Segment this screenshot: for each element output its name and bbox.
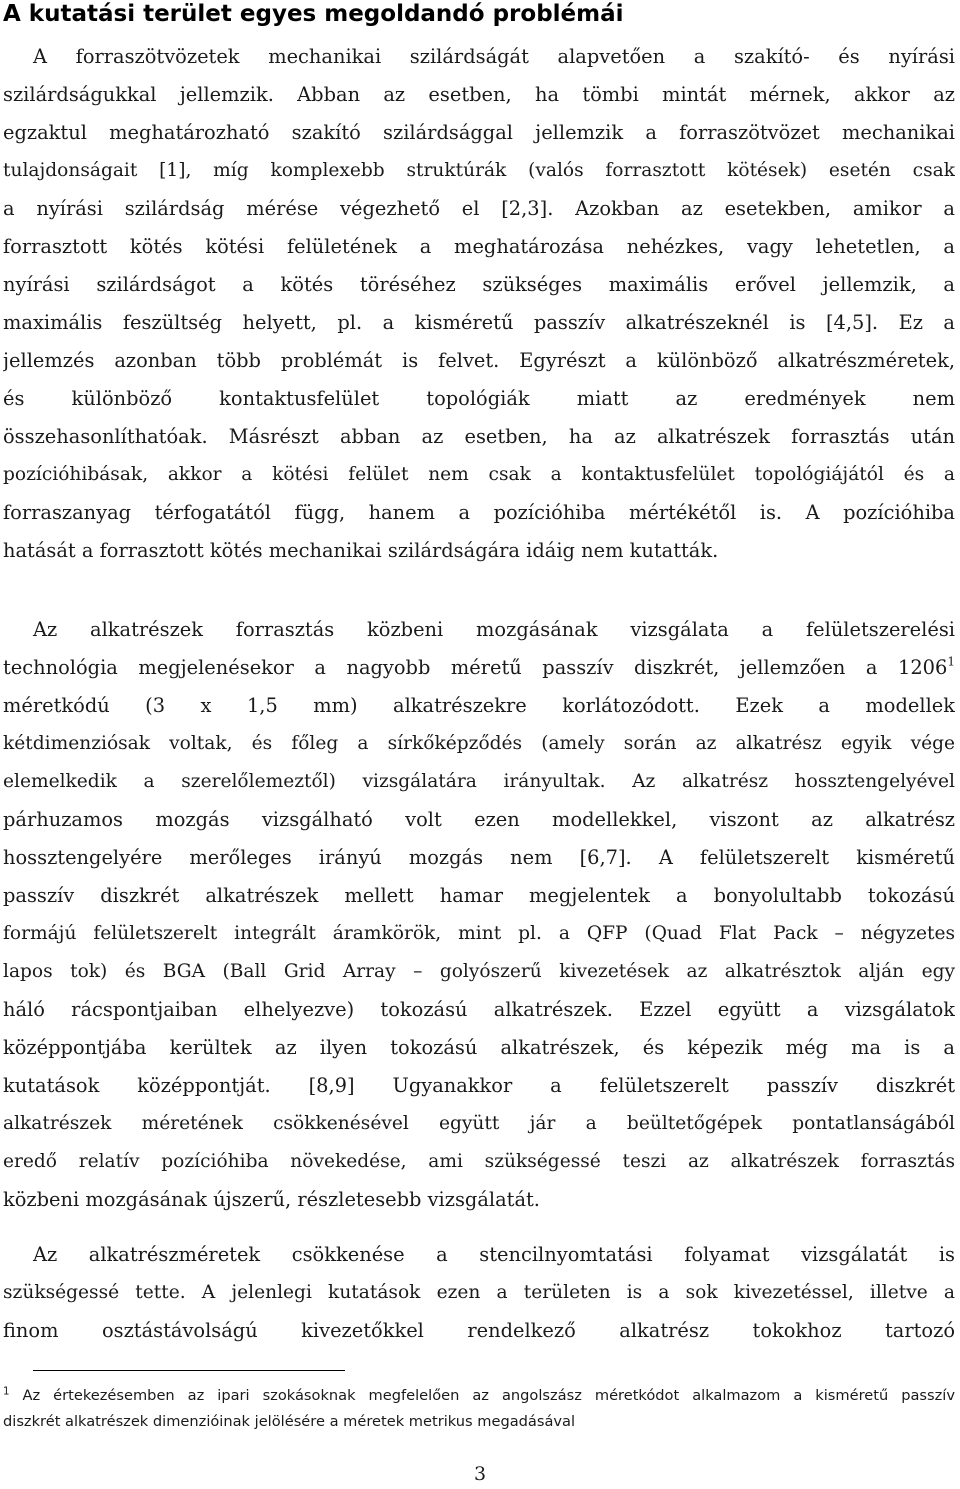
text-line: eredő relatív pozícióhiba növekedése, ami szükségessé teszi az alkatrészek forrasztás: [3, 1151, 955, 1172]
text-line: A forraszötvözetek mechanikai szilárdságát alapvetően a szakító- és nyírási: [33, 45, 955, 68]
text-line: maximális feszültség helyett, pl. a kisméretű passzív alkatrészeknél is [4,5]. Ez a: [3, 311, 955, 334]
footnote: [3, 1383, 955, 1435]
text-line: Az alkatrészméretek csökkenése a stencilnyomtatási folyamat vizsgálatát is: [33, 1243, 955, 1266]
paragraph-2: [3, 611, 955, 1219]
text-line: méretkódú (3 x 1,5 mm) alkatrészekre korlátozódott. Ezek a modellek: [3, 694, 955, 717]
footnote-reference: 1: [947, 654, 955, 669]
text-line: jellemzés azonban több problémát is felvet. Egyrészt a különböző alkatrészméretek,: [3, 349, 955, 372]
text-line: közbeni mozgásának újszerű, részletesebb vizsgálatát.: [3, 1188, 540, 1211]
footnote-text: Az értekezésemben az ipari szokásoknak megfelelően az angolszász méretkódot alkalmazom a kisméretű passzív: [22, 1387, 955, 1404]
section-heading: A kutatási terület egyes megoldandó problémái: [3, 1, 624, 27]
text-line: finom osztástávolságú kivezetőkkel rendelkező alkatrész tokokhoz tartozó: [3, 1319, 955, 1342]
text-line: hatását a forrasztott kötés mechanikai szilárdságára idáig nem kutatták.: [3, 539, 719, 562]
text-line: szükségessé tette. A jelenlegi kutatások ezen a területen is a sok kivezetéssel, illetve a: [3, 1282, 955, 1303]
text-line: egzaktul meghatározható szakító szilárdsággal jellemzik a forraszötvözet mechanikai: [3, 121, 955, 144]
text-line: párhuzamos mozgás vizsgálható volt ezen modellekkel, viszont az alkatrész: [3, 808, 955, 831]
paragraph-1: [3, 38, 955, 570]
text-line: forraszanyag térfogatától függ, hanem a pozícióhiba mértékétől is. A pozícióhiba: [3, 501, 955, 524]
text-line-content: technológia megjelenésekor a nagyobb méretű passzív diszkrét, jellemzően a 1206: [3, 656, 948, 679]
text-line: szilárdságukkal jellemzik. Abban az esetben, ha tömbi mintát mérnek, akkor az: [3, 83, 955, 106]
text-line: tulajdonságait [1], míg komplexebb struktúrák (valós forrasztott kötések) esetén csak: [3, 160, 955, 181]
text-line: nyírási szilárdságot a kötés töréséhez szükséges maximális erővel jellemzik, a: [3, 273, 955, 296]
text-line: összehasonlíthatóak. Másrészt abban az esetben, ha az alkatrészek forrasztás után: [3, 425, 955, 448]
text-line: passzív diszkrét alkatrészek mellett hamar megjelentek a bonyolultabb tokozású: [3, 884, 955, 907]
paragraph-3: [3, 1236, 955, 1350]
text-line: középpontjába kerültek az ilyen tokozású alkatrészek, és képezik még ma is a: [3, 1036, 955, 1059]
text-line: kétdimenziósak voltak, és főleg a sírkőképződés (amely során az alkatrész egyik vége: [3, 733, 955, 754]
text-line: a nyírási szilárdság mérése végezhető el [2,3]. Azokban az esetekben, amikor a: [3, 197, 955, 220]
text-line: kutatások középpontját. [8,9] Ugyanakkor a felületszerelt passzív diszkrét: [3, 1074, 955, 1097]
text-line: alkatrészek méretének csökkenésével együtt jár a beültetőgépek pontatlanságából: [3, 1113, 955, 1134]
text-line: forrasztott kötés kötési felületének a meghatározása nehézkes, vagy lehetetlen, a: [3, 235, 955, 258]
text-line: háló rácspontjaiban elhelyezve) tokozású alkatrészek. Ezzel együtt a vizsgálatok: [3, 998, 955, 1021]
text-line: és különböző kontaktusfelület topológiák miatt az eredmények nem: [3, 387, 955, 410]
footnote-mark: 1: [3, 1386, 10, 1398]
text-line: Az alkatrészek forrasztás közbeni mozgásának vizsgálata a felületszerelési: [33, 618, 955, 641]
text-line: hossztengelyére merőleges irányú mozgás nem [6,7]. A felületszerelt kisméretű: [3, 846, 955, 869]
page-number: 3: [473, 1463, 487, 1485]
text-line: elemelkedik a szerelőlemeztől) vizsgálatára irányultak. Az alkatrész hossztengelyével: [3, 771, 955, 792]
text-line: lapos tok) és BGA (Ball Grid Array – golyószerű kivezetések az alkatrésztok alján egy: [3, 961, 955, 982]
text-line: [3, 649, 955, 687]
text-line: pozícióhibásak, akkor a kötési felület nem csak a kontaktusfelület topológiájától és a: [3, 464, 955, 485]
footnote-line: diszkrét alkatrészek dimenzióinak jelölésére a méretek metrikus megadásával: [3, 1413, 576, 1430]
text-line: formájú felületszerelt integrált áramkörök, mint pl. a QFP (Quad Flat Pack – négyzetes: [3, 923, 955, 944]
footnote-separator: [33, 1370, 345, 1371]
footnote-line: [3, 1383, 955, 1409]
